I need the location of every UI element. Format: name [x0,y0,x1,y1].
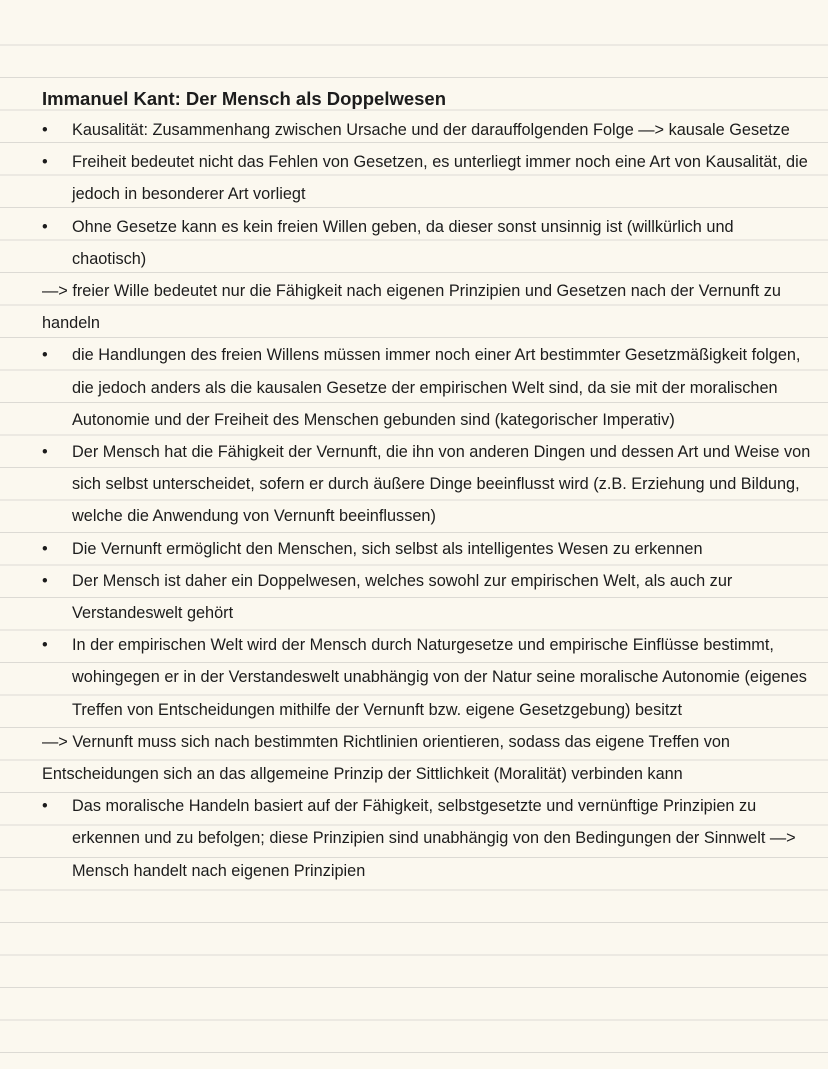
list-item-text: Freiheit bedeutet nicht das Fehlen von Gesetzen, es unterliegt immer noch eine Art von Kausalität, die jedoch in besonderer Art vorliegt [72,153,808,204]
list-item-text: Der Mensch ist daher ein Doppelwesen, welches sowohl zur empirischen Welt, als auch zur Verstandeswelt gehört [72,571,733,623]
bullet-icon: • [42,797,48,816]
list-item-text: In der empirischen Welt wird der Mensch durch Naturgesetze und empirische Einflüsse bestimmt, wohingegen er in der Verstandeswelt unabhängig von der Natur seine moralische Autonomie (eigenes Treffen von Entscheidungen mithilfe der Vernunft bzw. eigene Gesetzgebung) besitzt [72,636,807,719]
list-item [42,339,812,436]
conclusion-paragraph: —> Vernunft muss sich nach bestimmten Richtlinien orientieren, sodass das eigene Treffen von Entscheidungen sich an das allgemeine Prinzip der Sittlichkeit (Moralität) verbinden kann [42,732,730,784]
list-item [42,533,812,565]
list-item [42,629,812,726]
bullet-icon: • [42,539,48,558]
conclusion-paragraph: —> freier Wille bedeutet nur die Fähigkeit nach eigenen Prinzipien und Gesetzen nach der Vernunft zu handeln [42,282,781,333]
document [42,84,812,887]
list-item [42,436,812,533]
bullet-icon: • [42,571,48,590]
list-item [42,211,812,275]
bullet-icon: • [42,153,48,172]
list-item-text: Die Vernunft ermöglicht den Menschen, sich selbst als intelligentes Wesen zu erkennen [72,539,703,558]
bullet-icon: • [42,443,48,462]
list-item [42,790,812,887]
bullet-icon: • [42,636,48,655]
list-item-text: Das moralische Handeln basiert auf der Fähigkeit, selbstgesetzte und vernünftige Prinzipien zu erkennen und zu befolgen; diese Prinzipien sind unabhängig von den Bedingungen der Sinnwelt —> Mensch handelt nach eigenen Prinzipien [72,797,796,880]
list-item [42,146,812,210]
bullet-icon: • [42,121,48,139]
list-item-text: Der Mensch hat die Fähigkeit der Vernunft, die ihn von anderen Dingen und dessen Art und Weise von sich selbst unterscheidet, sofern er durch äußere Dinge beeinflusst wird (z.B. Erziehung und Bildung, welche die Anwendung von Vernunft beeinflussen) [72,443,811,526]
list-item [42,114,812,146]
bullet-icon: • [42,217,48,236]
list-item-text: die Handlungen des freien Willens müssen immer noch einer Art bestimmter Gesetzmäßigkeit folgen, die jedoch anders als die kausalen Gesetze der empirischen Welt sind, da sie mit der moralischen Autonomie und der Freiheit des Menschen gebunden sind (kategorischer Imperativ) [72,346,801,429]
bullet-icon: • [42,346,48,365]
document-title: Immanuel Kant: Der Mensch als Doppelwesen [42,88,447,109]
list-item-text: Ohne Gesetze kann es kein freien Willen geben, da dieser sonst unsinnig ist (willkürlich und chaotisch) [72,217,734,268]
list-item [42,565,812,629]
list-item-text: Kausalität: Zusammenhang zwischen Ursache und der darauffolgenden Folge —> kausale Gesetze [72,121,790,139]
